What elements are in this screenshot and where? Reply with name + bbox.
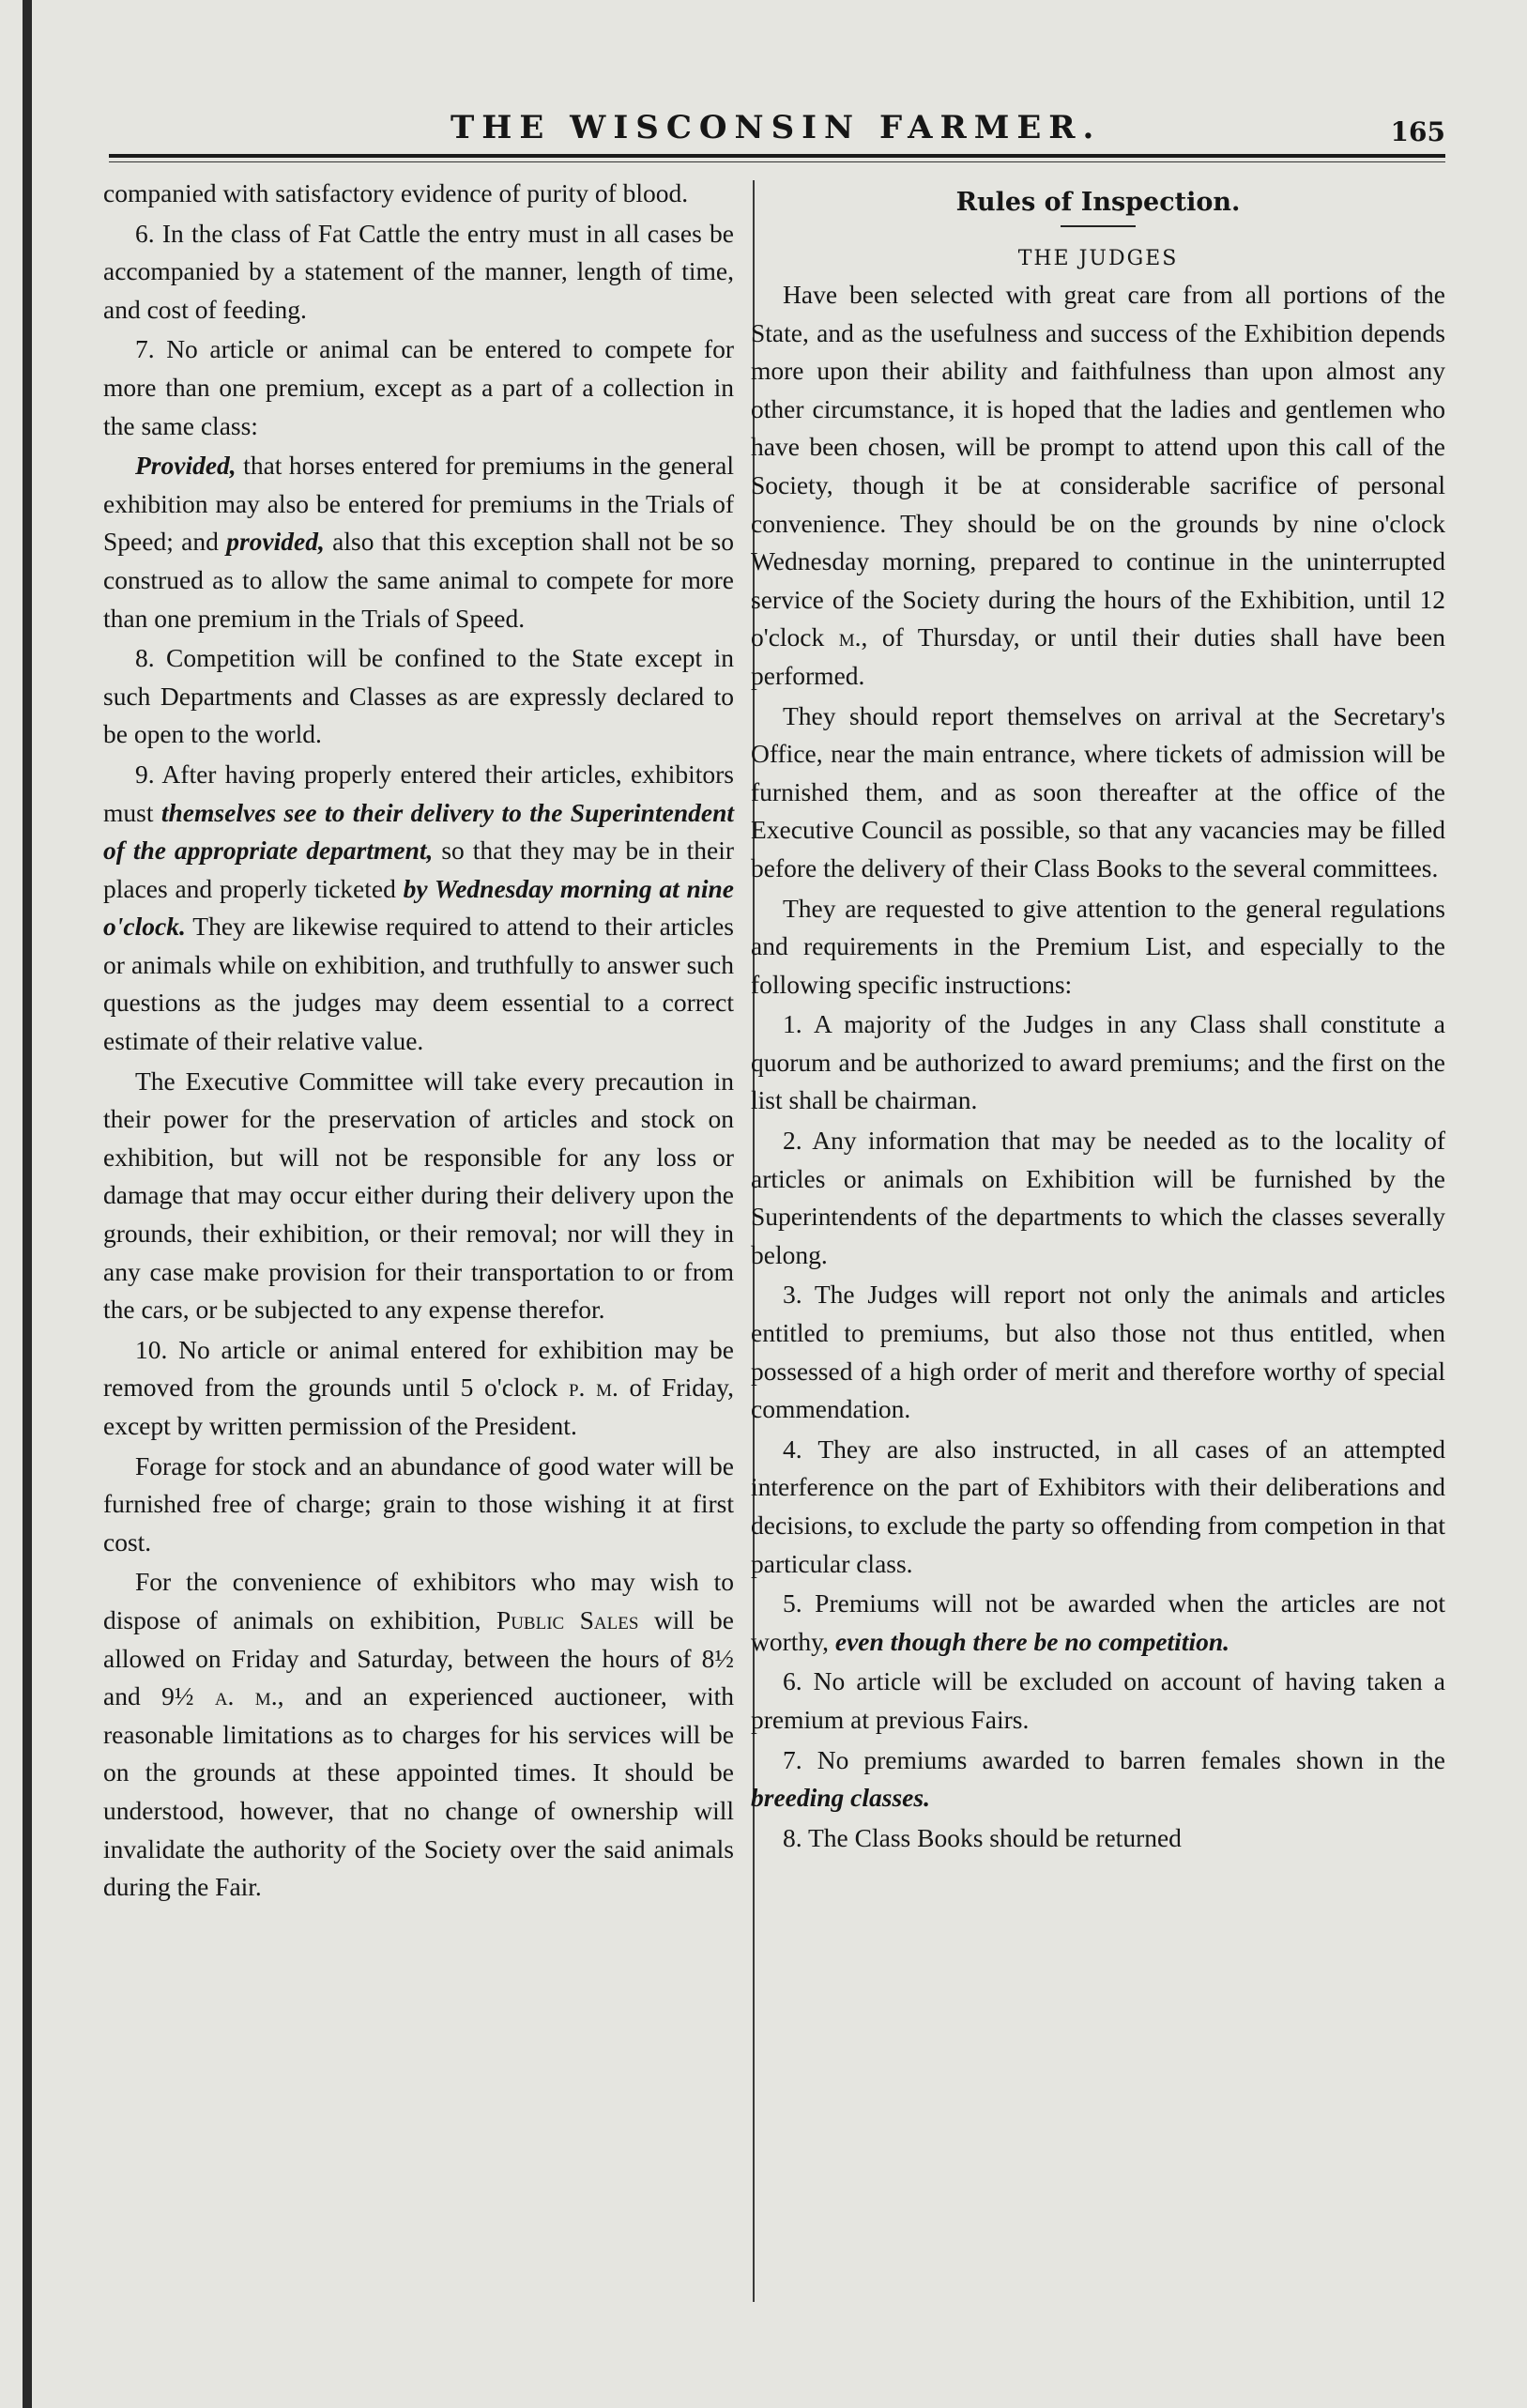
delivery-emphasis: themselves see to their delivery to the Superintendent of the appropriate department, — [103, 797, 735, 866]
instruction-5: 5. Premiums will not be awarded when the articles are not worthy, even though there be no competition. — [751, 1588, 1445, 1656]
public-sales-paragraph: For the convenience of exhibitors who may wish to dispose of animals on exhibition, Public Sales will be allowed on Friday and Saturday, between the hours of 8½ and 9½ a. m., and an experienced auctioneer, with reasonable limitations as to charges for his services will be on the grounds at these appointed times. It should be understood, however, that no change of ownership will invalidate the authority of the Society over the said animals during the Fair. — [103, 1567, 734, 1902]
instruction-8: 8. The Class Books should be returned — [783, 1822, 1182, 1852]
section-subtitle: THE JUDGES — [1017, 247, 1179, 270]
page-number: 165 — [1390, 116, 1445, 147]
rule-8-competition: 8. Competition will be confined to the State except in such Departments and Classes as are expressly declared to be open to the world. — [103, 643, 734, 749]
rule-10-removal: 10. No article or animal entered for exhibition may be removed from the grounds until 5 o'clock p. m. of Friday, except by written permission of the President. — [103, 1334, 735, 1440]
running-title: THE WISCONSIN FARMER. — [450, 109, 1102, 146]
rule-9-delivery: 9. After having properly entered their articles, exhibitors must themselves see to their delivery to the Superintendent of the appropriate department, so that they may be in their places and properly ticketed by Wednesday morning at nine o'clock. They are likewise required to attend to their articles or animals while on exhibition, and truthfully to answer such questions as the judges may deem essential to a correct estimate of their relative value. — [103, 759, 735, 1056]
instruction-1: 1. A majority of the Judges in any Class shall constitute a quorum and be authorized to award premiums; and the first on the list shall be chairman. — [751, 1009, 1445, 1115]
deadline-emphasis: by Wednesday morning at nine o'clock. — [103, 873, 734, 942]
provided-clause: Provided, that horses entered for premiums in the general exhibition may also be entered for premiums in the Trials of Speed; and provided, also that this exception shall not be so construed as to allow the same animal to compete for more than one premium in the Trials of Speed. — [103, 451, 734, 633]
section-title: Rules of Inspection. — [955, 188, 1241, 217]
public-sales-term: Public Sales — [496, 1604, 639, 1634]
paragraph-purity: companied with satisfactory evidence of purity of blood. — [103, 178, 689, 207]
instruction-7: 7. No premiums awarded to barren females shown in the breeding classes. — [751, 1744, 1445, 1813]
forage-paragraph: Forage for stock and an abundance of good water will be furnished free of charge; grain to those wishing it at first cost. — [103, 1450, 734, 1557]
rule-7-one-premium: 7. No article or animal can be entered to compete for more than one premium, except as a part of a collection in the same class: — [103, 334, 734, 440]
instruction-6: 6. No article will be excluded on account of having taken a premium at previous Fairs. — [751, 1666, 1445, 1734]
instruction-4: 4. They are also instructed, in all cases of an attempted interference on the part of Exhibitors with their deliberations and decisions, to exclude the party so offending from competion in that particular class. — [751, 1434, 1445, 1578]
judges-paragraph: Have been selected with great care from all portions of the State, and as the usefulness and success of the Exhibition depends more upon their ability and faithfulness than upon almost any other circumstance, it is hoped that the ladies and gentlemen who have been chosen, will be prompt to attend upon this call of the Society, though it be at considerable sacrifice of personal convenience. They should be on the grounds by nine o'clock Wednesday morning, prepared to continue in the uninterrupted service of the Society during the hours of the Exhibition, until 12 o'clock m., of Thursday, or until their duties shall have been performed. — [751, 280, 1445, 690]
header-rule — [109, 154, 1445, 158]
instruction-3: 3. The Judges will report not only the animals and articles entitled to premiums, but also those not thus entitled, when possessed of a high order of merit and therefore worthy of special commendation. — [751, 1280, 1445, 1424]
section-title-rule — [1061, 225, 1136, 227]
report-paragraph: They should report themselves on arrival at the Secretary's Office, near the main entrance, where tickets of admission will be furnished them, and as soon thereafter at the office of the Executive Council as possible, so that any vacancies may be filled before the delivery of their Class Books to the several committees. — [751, 700, 1445, 882]
binding-edge — [23, 0, 32, 2408]
header-rule-thin — [109, 161, 1445, 162]
left-column — [103, 175, 734, 1907]
provided-word-2: provided, — [226, 527, 325, 557]
instruction-2: 2. Any information that may be needed as to the locality of articles or animals on Exhibition will be furnished by the Superintendents of the departments to which the classes severally belong. — [751, 1126, 1445, 1269]
right-column — [751, 178, 1445, 1857]
provided-word: Provided, — [135, 451, 237, 481]
rule-6-fat-cattle: 6. In the class of Fat Cattle the entry must in all cases be accompanied by a statement of the manner, length of time, and cost of feeding. — [103, 218, 734, 324]
instructions-intro: They are requested to give attention to the general regulations and requirements in the Premium List, and especially to the following specific instructions: — [751, 893, 1445, 999]
executive-committee-paragraph: The Executive Committee will take every precaution in their power for the preservation of articles and stock on exhibition, but will not be responsible for any loss or damage that may occur either during their delivery upon the grounds, their exhibition, or their removal; nor will they in any case make provision for their transportation to or from the cars, or be subjected to any expense therefor. — [103, 1066, 734, 1325]
